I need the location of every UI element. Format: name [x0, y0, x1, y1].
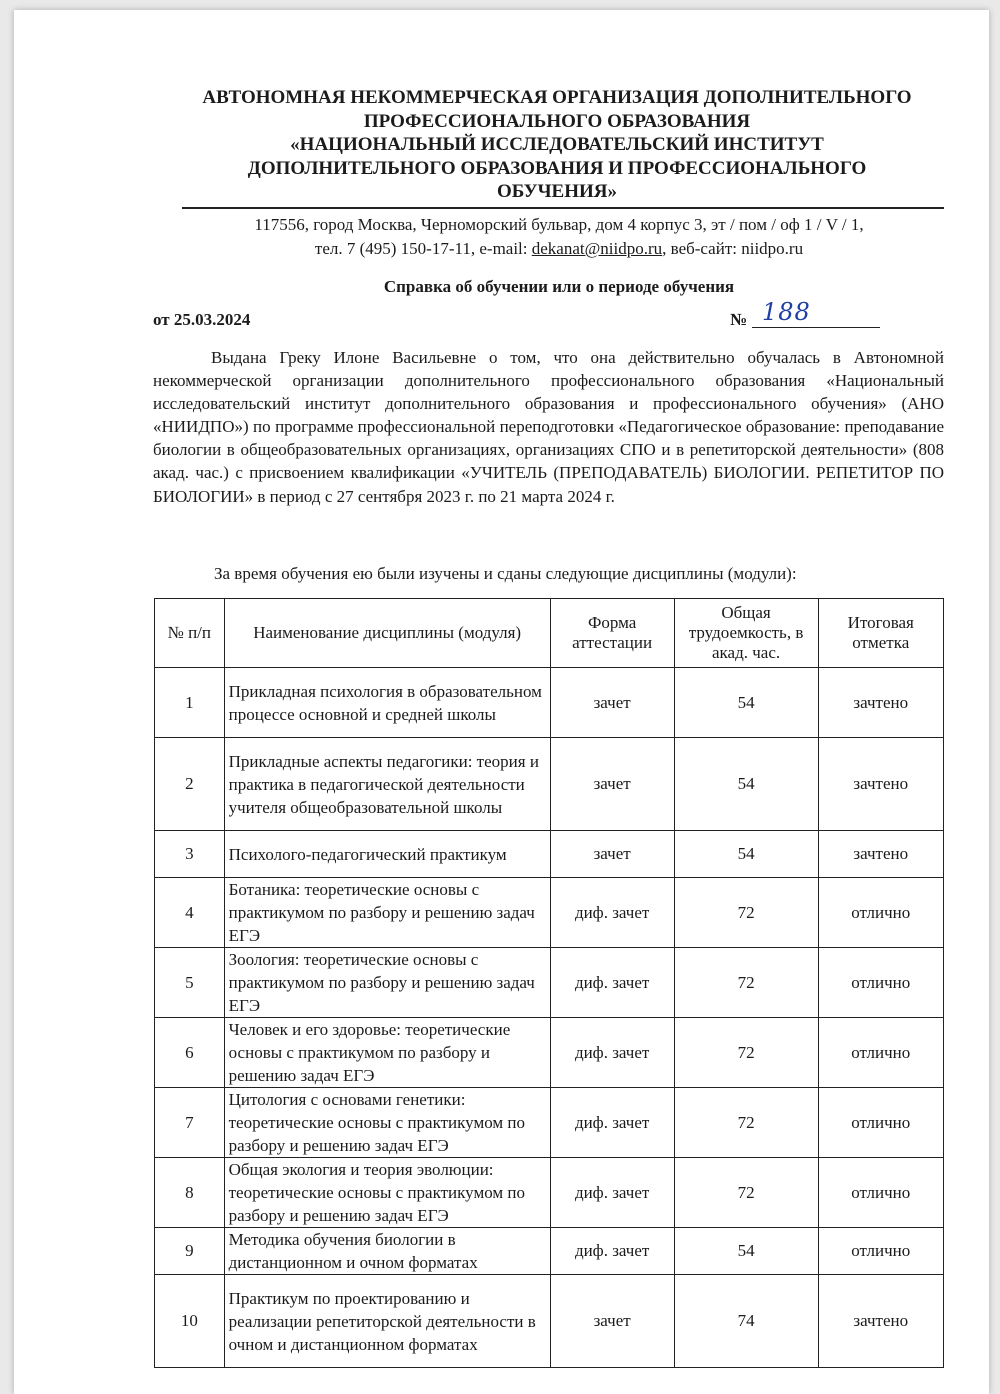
- document-page: [14, 10, 989, 1394]
- certificate-body: [153, 346, 944, 508]
- row-hours: 72: [674, 878, 818, 948]
- contacts-suffix: , веб-сайт: niidpo.ru: [662, 239, 804, 258]
- row-mark: зачтено: [818, 1275, 943, 1368]
- disciplines-intro: За время обучения ею были изучены и сданы следующие дисциплины (модули):: [214, 564, 797, 583]
- row-number: 3: [155, 831, 225, 878]
- header-line: АВТОНОМНАЯ НЕКОММЕРЧЕСКАЯ ОРГАНИЗАЦИЯ ДОПОЛНИТЕЛЬНОГО: [202, 87, 912, 108]
- row-discipline: Прикладные аспекты педагогики: теория и практика в педагогической деятельности учителя общеобразовательной школы: [224, 738, 550, 831]
- row-form: диф. зачет: [550, 948, 674, 1018]
- row-hours: 72: [674, 948, 818, 1018]
- table-header-row: [155, 599, 944, 668]
- row-mark: отлично: [818, 1158, 943, 1228]
- row-form: зачет: [550, 668, 674, 738]
- row-number: 2: [155, 738, 225, 831]
- certificate-body-text: Выдана Греку Илоне Васильевне о том, что она действительно обучалась в Автономной некоммерческой организации дополнительного профессионального образования «Национальный исследовательский институт дополнительного образования и профессионального обучения» (АНО «НИИДПО») по программе профессиональной переподготовки «Педагогическое образование: преподавание биологии в общеобразовательных организациях, организациях СПО и в репетиторской деятельности» (808 акад. час.) с присвоением квалификации «УЧИТЕЛЬ (ПРЕПОДАВАТЕЛЬ) БИОЛОГИИ. РЕПЕТИТОР ПО БИОЛОГИИ» в период с 27 сентября 2023 г. по 21 марта 2024 г.: [153, 348, 944, 506]
- table-row: [155, 1158, 944, 1228]
- row-number: 7: [155, 1088, 225, 1158]
- row-number: 9: [155, 1228, 225, 1275]
- row-discipline: Зоология: теоретические основы с практикумом по разбору и решению задач ЕГЭ: [224, 948, 550, 1018]
- row-mark: зачтено: [818, 738, 943, 831]
- header-line: ДОПОЛНИТЕЛЬНОГО ОБРАЗОВАНИЯ И ПРОФЕССИОНАЛЬНОГО: [247, 157, 867, 179]
- row-hours: 54: [674, 831, 818, 878]
- row-form: диф. зачет: [550, 1018, 674, 1088]
- header-mark: Итоговая отметка: [818, 599, 943, 668]
- header-divider: [182, 207, 944, 209]
- row-form: диф. зачет: [550, 1228, 674, 1275]
- row-mark: зачтено: [818, 668, 943, 738]
- contacts-prefix: тел. 7 (495) 150-17-11, e-mail:: [314, 239, 532, 258]
- row-number: 5: [155, 948, 225, 1018]
- document-date: от 25.03.2024: [153, 310, 251, 329]
- row-discipline: Психолого-педагогический практикум: [224, 831, 550, 878]
- document-number-underline: [752, 327, 880, 328]
- table-row: [155, 831, 944, 878]
- row-discipline: Общая экология и теория эволюции: теоретические основы с практикумом по разбору и решению задач ЕГЭ: [224, 1158, 550, 1228]
- row-number: 1: [155, 668, 225, 738]
- row-hours: 54: [674, 1228, 818, 1275]
- row-mark: отлично: [818, 1228, 943, 1275]
- row-hours: 54: [674, 738, 818, 831]
- document-number-handwritten: 188: [762, 298, 811, 326]
- table-row: [155, 668, 944, 738]
- row-form: зачет: [550, 1275, 674, 1368]
- row-hours: 72: [674, 1158, 818, 1228]
- row-discipline: Человек и его здоровье: теоретические основы с практикумом по разбору и решению задач ЕГЭ: [224, 1018, 550, 1088]
- table-row: [155, 1228, 944, 1275]
- row-mark: зачтено: [818, 831, 943, 878]
- document-title: Справка об обучении или о периоде обучения: [383, 277, 735, 296]
- header-hours: Общая трудоемкость, в акад. час.: [674, 599, 818, 668]
- row-mark: отлично: [818, 1088, 943, 1158]
- header-discipline: Наименование дисциплины (модуля): [224, 599, 550, 668]
- row-discipline: Практикум по проектированию и реализации репетиторской деятельности в очном и дистанционном форматах: [224, 1275, 550, 1368]
- row-form: зачет: [550, 738, 674, 831]
- table-row: [155, 878, 944, 948]
- row-hours: 72: [674, 1088, 818, 1158]
- row-discipline: Цитология с основами генетики: теоретические основы с практикумом по разбору и решению задач ЕГЭ: [224, 1088, 550, 1158]
- row-hours: 74: [674, 1275, 818, 1368]
- table-row: [155, 1088, 944, 1158]
- row-discipline: Ботаника: теоретические основы с практикумом по разбору и решению задач ЕГЭ: [224, 878, 550, 948]
- row-form: диф. зачет: [550, 878, 674, 948]
- document-number-label: №: [730, 310, 748, 329]
- row-number: 6: [155, 1018, 225, 1088]
- row-discipline: Методика обучения биологии в дистанционном и очном форматах: [224, 1228, 550, 1275]
- row-hours: 72: [674, 1018, 818, 1088]
- header-line: «НАЦИОНАЛЬНЫЙ ИССЛЕДОВАТЕЛЬСКИЙ ИНСТИТУТ: [290, 134, 824, 155]
- row-form: диф. зачет: [550, 1088, 674, 1158]
- row-number: 4: [155, 878, 225, 948]
- row-form: зачет: [550, 831, 674, 878]
- row-hours: 54: [674, 668, 818, 738]
- row-mark: отлично: [818, 948, 943, 1018]
- header-form: Форма аттестации: [550, 599, 674, 668]
- header-number: № п/п: [155, 599, 225, 668]
- header-line: ПРОФЕССИОНАЛЬНОГО ОБРАЗОВАНИЯ: [363, 110, 751, 132]
- row-mark: отлично: [818, 1018, 943, 1088]
- organization-header: [162, 86, 952, 204]
- table-row: [155, 1275, 944, 1368]
- email-link[interactable]: dekanat@niidpo.ru: [531, 239, 663, 258]
- table-row: [155, 948, 944, 1018]
- row-number: 10: [155, 1275, 225, 1368]
- row-mark: отлично: [818, 878, 943, 948]
- address-line: 117556, город Москва, Черноморский бульвар, дом 4 корпус 3, эт / пом / оф 1 / V / 1,: [254, 215, 864, 234]
- row-form: диф. зачет: [550, 1158, 674, 1228]
- contacts-line: [164, 238, 954, 259]
- header-line: ОБУЧЕНИЯ»: [496, 181, 617, 202]
- disciplines-table: [154, 598, 944, 1368]
- row-number: 8: [155, 1158, 225, 1228]
- table-row: [155, 738, 944, 831]
- row-discipline: Прикладная психология в образовательном процессе основной и средней школы: [224, 668, 550, 738]
- table-row: [155, 1018, 944, 1088]
